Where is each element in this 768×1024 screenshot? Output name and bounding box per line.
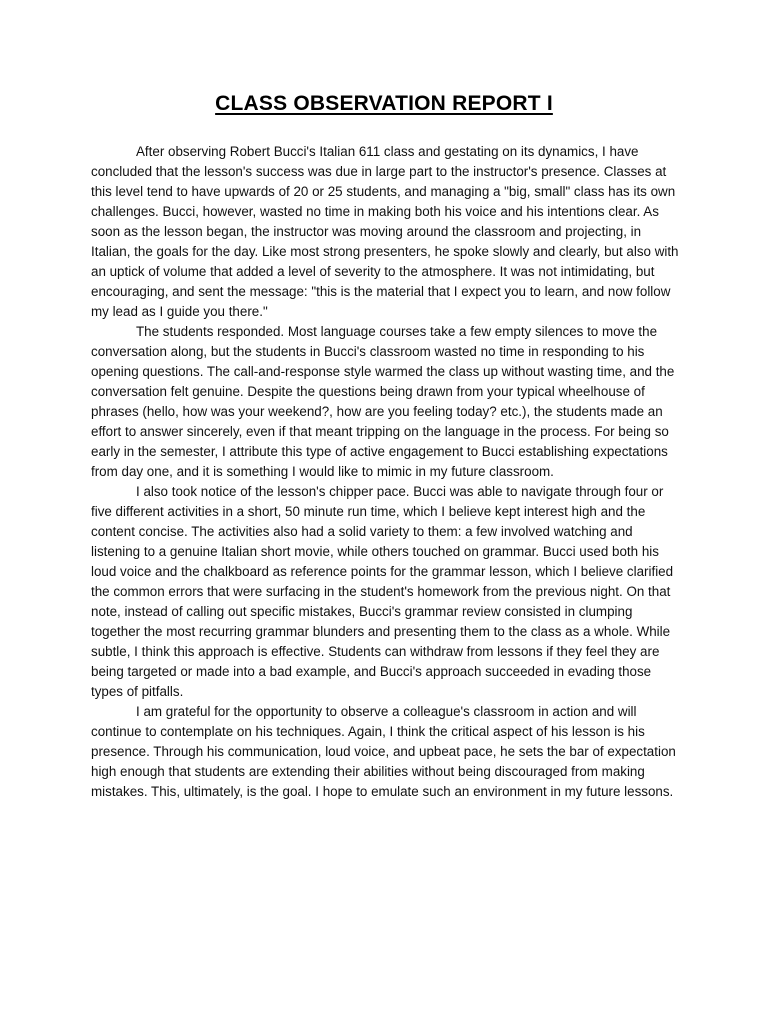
paragraph-4: I am grateful for the opportunity to observe a colleague's classroom in action and will continue to contemplate on his techniques. Again, I think the critical aspect of his lesson is his presence. Through his communication, loud voice, and upbeat pace, he sets the bar of expectation high enough that students are extending their abilities without being discouraged from making mistakes. This, ultimately, is the goal. I hope to emulate such an environment in my future lessons.	[91, 704, 676, 799]
document-title: CLASS OBSERVATION REPORT I	[215, 92, 553, 115]
paragraph-2: The students responded. Most language courses take a few empty silences to move the conversation along, but the students in Bucci's classroom wasted no time in responding to his opening questions. The call-and-response style warmed the class up without wasting time, and the conversation felt genuine. Despite the questions being drawn from your typical wheelhouse of phrases (hello, how was your weekend?, how are you feeling today? etc.), the students made an effort to answer sincerely, even if that meant tripping on the language in the process. For being so early in the semester, I attribute this type of active engagement to Bucci establishing expectations from day one, and it is something I would like to mimic in my future classroom.	[91, 324, 675, 479]
document-body	[91, 142, 681, 802]
paragraph-3: I also took notice of the lesson's chipper pace. Bucci was able to navigate through four or five different activities in a short, 50 minute run time, which I believe kept interest high and the content concise. The activities also had a solid variety to them: a few involved watching and listening to a genuine Italian short movie, while others touched on grammar. Bucci used both his loud voice and the chalkboard as reference points for the grammar lesson, which I believe clarified the common errors that were surfacing in the student's homework from the previous night. On that note, instead of calling out specific mistakes, Bucci's grammar review consisted in clumping together the most recurring grammar blunders and presenting them to the class as a whole. While subtle, I think this approach is effective. Students can withdraw from lessons if they feel they are being targeted or made into a bad example, and Bucci's approach succeeded in evading those types of pitfalls.	[91, 484, 674, 699]
paragraph-1: After observing Robert Bucci's Italian 611 class and gestating on its dynamics, I have concluded that the lesson's success was due in large part to the instructor's presence. Classes at this level tend to have upwards of 20 or 25 students, and managing a "big, small" class has its own challenges. Bucci, however, wasted no time in making both his voice and his intentions clear. As soon as the lesson began, the instructor was moving around the classroom and projecting, in Italian, the goals for the day. Like most strong presenters, he spoke slowly and clearly, but also with an uptick of volume that added a level of severity to the atmosphere. It was not intimidating, but encouraging, and sent the message: "this is the material that I expect you to learn, and now follow my lead as I guide you there."	[91, 144, 679, 319]
